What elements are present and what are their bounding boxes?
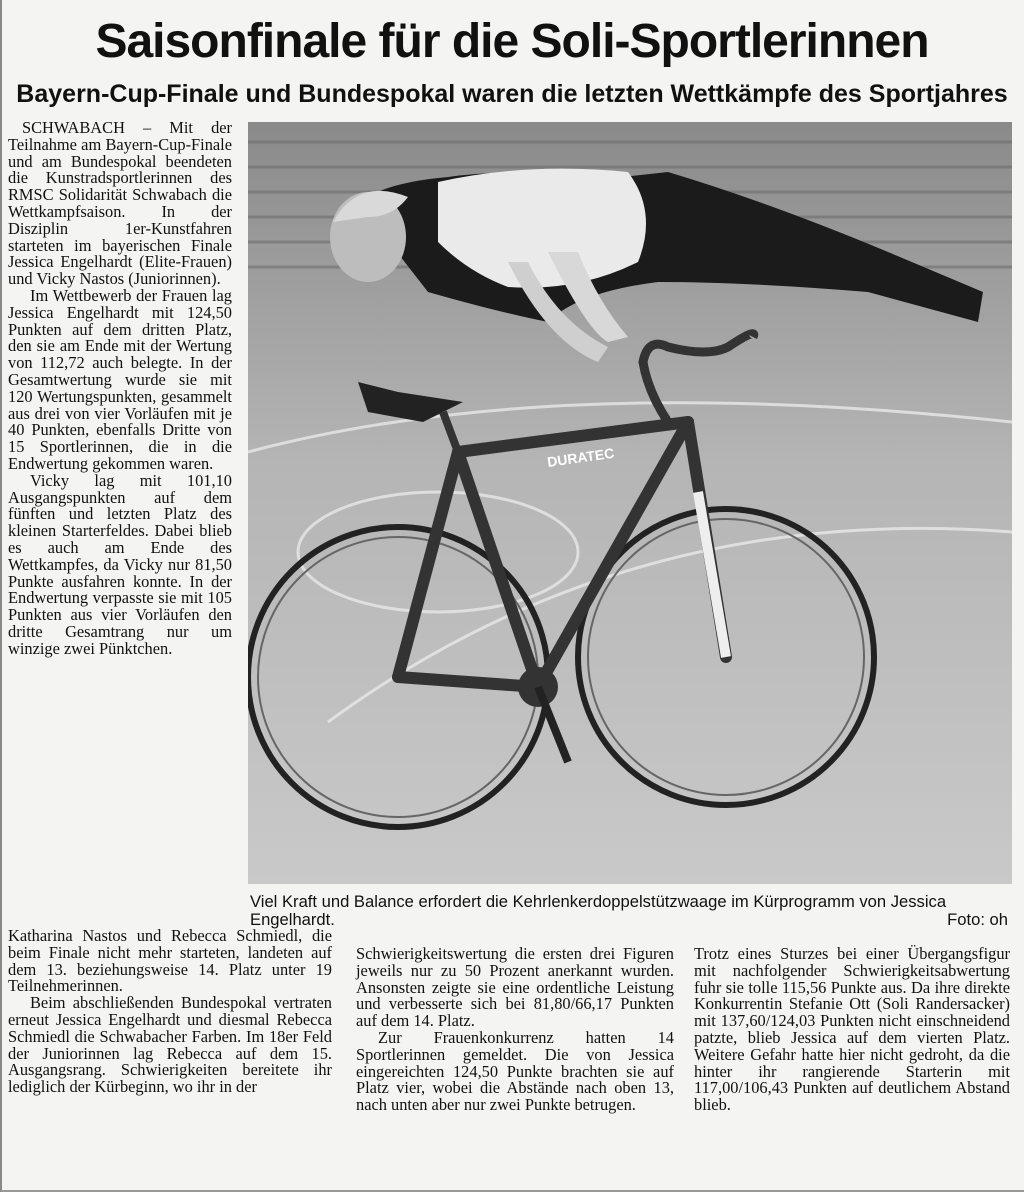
paragraph: Vicky lag mit 101,10 Ausgangspunkten auf dem fünften und letzten Platz des kleinen Starterfeldes. Dabei blieb es auch am Ende des Wettkampfes, da Vicky nur 81,50 Punkte ausfahren konnte. In der Endwertung verpasste sie mit 105 Punkten aus vier Vorläufen den dritte Gesamtrang nur um winzige zwei Pünktchen. — [8, 470, 232, 658]
article-column-1 — [8, 120, 232, 658]
article-column-2 — [356, 946, 674, 1114]
photo-credit: Foto: oh — [947, 910, 1008, 929]
frame-label: DURATEC — [546, 444, 616, 470]
paragraph: SCHWABACH – Mit der Teilnahme am Bayern-Cup-Finale und am Bundespokal beendeten die Kunstradsportlerinnen des RMSC Solidarität Schwabach die Wettkampfsaison. In der Disziplin 1er-Kunstfahren starteten im bayerischen Finale Jessica Engelhardt (Elite-Frauen) und Vicky Nastos (Juniorinnen). — [8, 118, 232, 289]
paragraph: Trotz eines Sturzes bei einer Übergangsfigur mit nachfolgender Schwierigkeitsabwertung fuhr sie tolle 115,56 Punkte aus. Da ihre direkte Konkurrentin Stefanie Ott (Soli Randersacker) mit 137,60/124,03 Punkten nicht einschneidend patzte, blieb Jessica auf dem vierten Platz. Weitere Gefahr hatte hier nicht gedroht, da die hinter ihr rangierende Starterin mit 117,00/106,43 Punkten auf deutlichem Abstand blieb. — [694, 944, 1010, 1115]
paragraph: Katharina Nastos und Rebecca Schmiedl, die beim Finale nicht mehr starteten, landeten auf dem 13. beziehungsweise 14. Platz unter 19 Teilnehmerinnen. — [8, 926, 332, 996]
paragraph: Beim abschließenden Bundespokal vertraten erneut Jessica Engelhardt und diesmal Rebecca Schmiedl die Schwabacher Farben. Im 18er Feld der Juniorinnen lag Rebecca auf dem 15. Ausgangsrang. Schwierigkeiten bereitete ihr lediglich der Kürbeginn, wo ihr in der — [8, 993, 332, 1097]
article-column-1-continued — [8, 928, 332, 1096]
paragraph: Zur Frauenkonkurrenz hatten 14 Sportlerinnen gemeldet. Die von Jessica eingereichten 124,50 Punkte brachten sie auf Platz vier, wobei die Abstände nach oben 13, nach unten aber nur zwei Punkte betrugen. — [356, 1027, 674, 1115]
subheadline: Bayern-Cup-Finale und Bundespokal waren die letzten Wettkämpfe des Sportjahres — [16, 80, 1008, 108]
photo-caption — [250, 893, 1010, 929]
caption-text: Viel Kraft und Balance erfordert die Kehrlenkerdoppelstützwaage im Kürprogramm von Jessica Engelhardt. — [250, 892, 947, 929]
paragraph: Im Wettbewerb der Frauen lag Jessica Engelhardt mit 124,50 Punkten auf dem dritten Platz, den sie am Ende mit der Wertung von 112,72 auch belegte. In der Gesamtwertung wurde sie mit 120 Wertungspunkten, gesammelt aus drei von vier Vorläufen mit je 40 Punkten, ebenfalls Dritte von 15 Sportlerinnen, die in die Endwertung gekommen waren. — [8, 285, 232, 473]
article-column-3 — [694, 946, 1010, 1114]
photo-cyclist — [248, 122, 1012, 884]
paragraph: Schwierigkeitswertung die ersten drei Figuren jeweils nur zu 50 Prozent anerkannt wurden. Ansonsten zeigte sie eine ordentliche Leistung und verbesserte sich bei 81,80/66,17 Punkten auf dem 14. Platz. — [356, 944, 674, 1031]
headline: Saisonfinale für die Soli-Sportlerinnen — [95, 15, 929, 68]
